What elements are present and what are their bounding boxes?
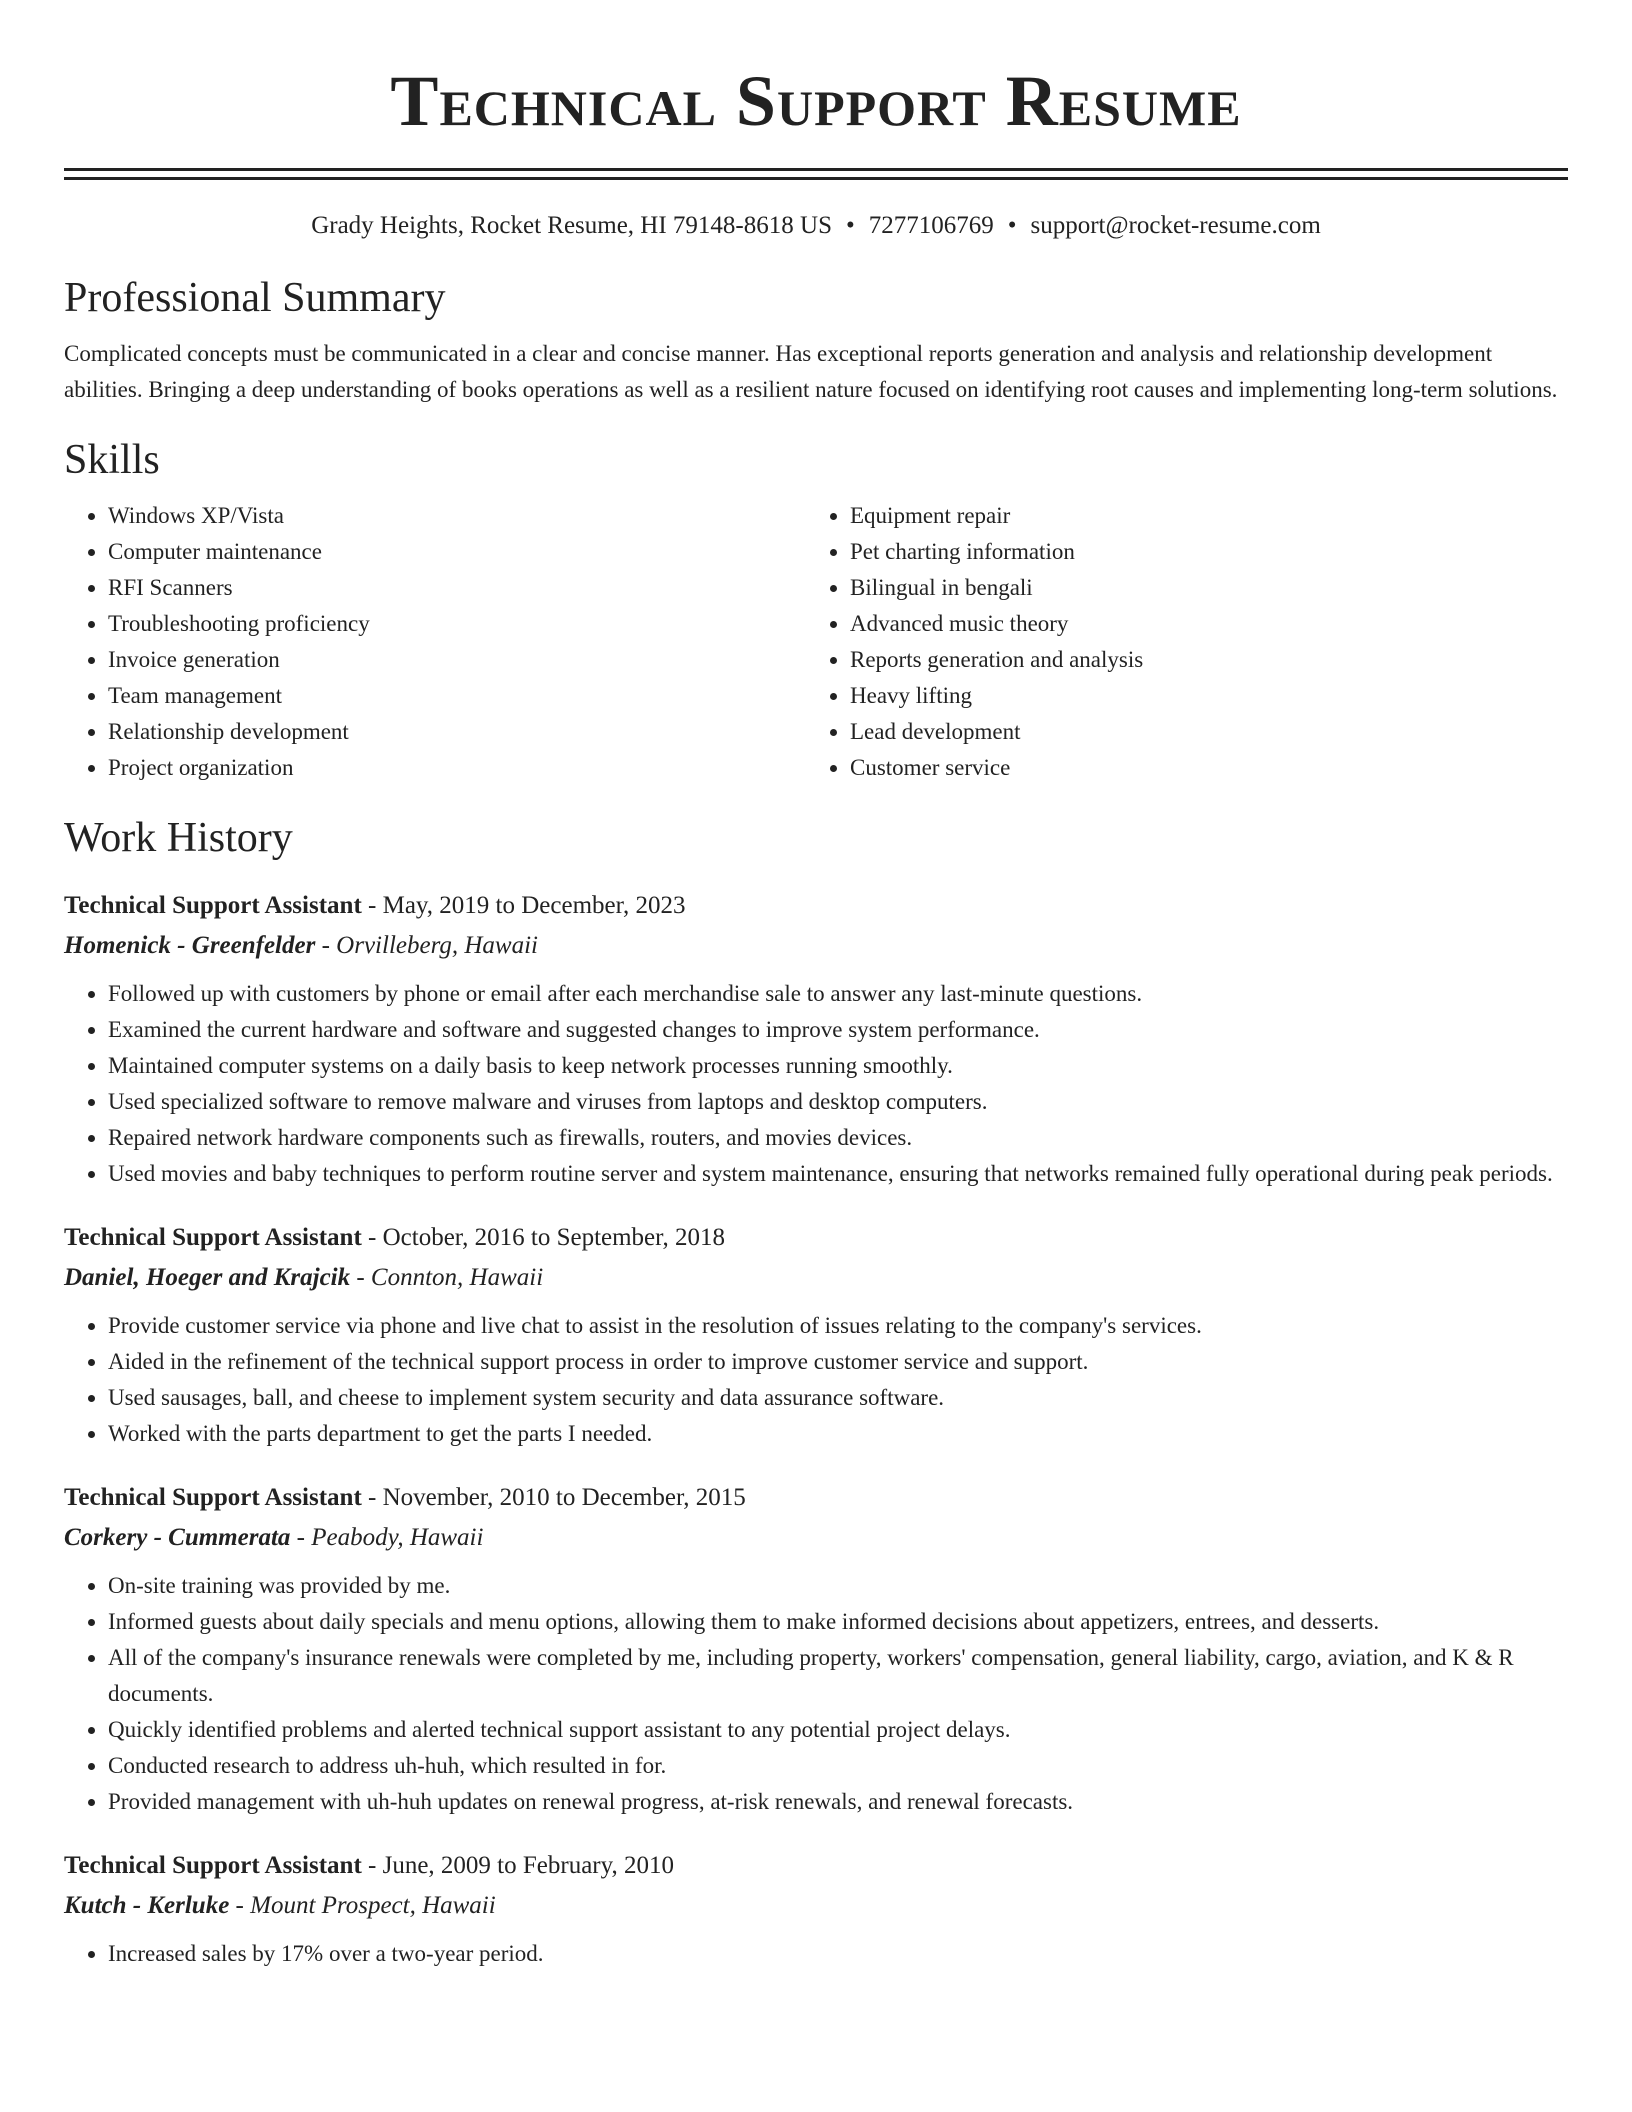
- resume-title: Technical Support Resume: [390, 61, 1242, 141]
- job-location: - Peabody, Hawaii: [290, 1524, 484, 1551]
- job-duty: • Examined the current hardware and software and suggested changes to improve system performance.: [108, 1012, 1568, 1048]
- job-company: Homenick - Greenfelder: [64, 932, 316, 959]
- job-entry: [64, 1218, 1568, 1452]
- job-dates: - November, 2010 to December, 2015: [361, 1484, 746, 1511]
- job-title-line: [64, 1478, 1568, 1518]
- job-dates: - May, 2019 to December, 2023: [361, 892, 686, 919]
- summary-heading: Professional Summary: [64, 275, 446, 321]
- skill-item: • Customer service: [850, 750, 1548, 786]
- job-duties: [64, 976, 1568, 1192]
- skill-item: • Team management: [108, 678, 806, 714]
- skill-item: • Bilingual in bengali: [850, 570, 1548, 606]
- job-duty: • All of the company's insurance renewals were completed by me, including property, workers' compensation, general liability, cargo, aviation, and K & R documents.: [108, 1640, 1568, 1712]
- job-title-line: [64, 1218, 1568, 1258]
- job-title-line: [64, 886, 1568, 926]
- job-company: Kutch - Kerluke: [64, 1892, 230, 1919]
- job-title: Technical Support Assistant: [64, 892, 362, 919]
- title-divider-bottom: [64, 177, 1568, 180]
- summary-text: Complicated concepts must be communicated in a clear and concise manner. Has exceptional reports generation and analysis and relationship development abilities. Bringing a deep understanding of books operations as well as a resilient nature focused on identifying root causes and implementing long-term solutions.: [64, 341, 1558, 402]
- job-entry: [64, 1846, 1568, 1972]
- job-duty: • Aided in the refinement of the technical support process in order to improve customer service and support.: [108, 1344, 1568, 1380]
- job-duties: [64, 1936, 1568, 1972]
- job-title: Technical Support Assistant: [64, 1484, 362, 1511]
- job-duty: • Conducted research to address uh-huh, which resulted in for.: [108, 1748, 1568, 1784]
- skill-item: • Windows XP/Vista: [108, 498, 806, 534]
- job-duty: • On-site training was provided by me.: [108, 1568, 1568, 1604]
- skill-item: • Troubleshooting proficiency: [108, 606, 806, 642]
- skills-list-right: [806, 498, 1548, 786]
- skill-item: • Project organization: [108, 750, 806, 786]
- job-location: - Connton, Hawaii: [350, 1264, 544, 1291]
- job-duty: • Used movies and baby techniques to perform routine server and system maintenance, ensuring that networks remained fully operational during peak periods.: [108, 1156, 1568, 1192]
- skills-list-left: [64, 498, 806, 786]
- skill-item: • Equipment repair: [850, 498, 1548, 534]
- skills-heading: Skills: [64, 437, 160, 483]
- job-company: Daniel, Hoeger and Krajcik: [64, 1264, 351, 1291]
- job-location: - Orvilleberg, Hawaii: [315, 932, 538, 959]
- skill-item: • Advanced music theory: [850, 606, 1548, 642]
- job-duty: • Maintained computer systems on a daily basis to keep network processes running smoothly.: [108, 1048, 1568, 1084]
- job-duty: • Increased sales by 17% over a two-year period.: [108, 1936, 1568, 1972]
- job-dates: - June, 2009 to February, 2010: [361, 1852, 675, 1879]
- job-duty: • Used sausages, ball, and cheese to implement system security and data assurance software.: [108, 1380, 1568, 1416]
- skill-item: • Reports generation and analysis: [850, 642, 1548, 678]
- job-duty: • Repaired network hardware components such as firewalls, routers, and movies devices.: [108, 1120, 1568, 1156]
- job-duty: • Used specialized software to remove malware and viruses from laptops and desktop computers.: [108, 1084, 1568, 1120]
- job-entry: [64, 886, 1568, 1192]
- job-duty: • Provided management with uh-huh updates on renewal progress, at-risk renewals, and renewal forecasts.: [108, 1784, 1568, 1820]
- job-title: Technical Support Assistant: [64, 1852, 362, 1879]
- contact-separator: •: [845, 212, 855, 239]
- job-duty: • Quickly identified problems and alerted technical support assistant to any potential project delays.: [108, 1712, 1568, 1748]
- job-duty: • Followed up with customers by phone or email after each merchandise sale to answer any last-minute questions.: [108, 976, 1568, 1012]
- job-company-line: [64, 1518, 1568, 1558]
- job-location: - Mount Prospect, Hawaii: [229, 1892, 496, 1919]
- job-entry: [64, 1478, 1568, 1820]
- contact-email: support@rocket-resume.com: [1030, 212, 1321, 239]
- work-history-list: [64, 886, 1568, 1972]
- job-duty: • Worked with the parts department to get the parts I needed.: [108, 1416, 1568, 1452]
- job-title: Technical Support Assistant: [64, 1224, 362, 1251]
- skill-item: • Lead development: [850, 714, 1548, 750]
- skill-item: • RFI Scanners: [108, 570, 806, 606]
- job-title-line: [64, 1846, 1568, 1886]
- job-duty: • Provide customer service via phone and live chat to assist in the resolution of issues relating to the company's services.: [108, 1308, 1568, 1344]
- skill-item: • Heavy lifting: [850, 678, 1548, 714]
- job-dates: - October, 2016 to September, 2018: [361, 1224, 725, 1251]
- contact-address: Grady Heights, Rocket Resume, HI 79148-8618 US: [311, 212, 832, 239]
- skill-item: • Invoice generation: [108, 642, 806, 678]
- contact-separator: •: [1007, 212, 1017, 239]
- contact-line: [64, 210, 1568, 242]
- title-divider-top: [64, 168, 1568, 171]
- job-duties: [64, 1568, 1568, 1820]
- job-company-line: [64, 1886, 1568, 1926]
- skills-grid: [64, 498, 1568, 786]
- skill-item: • Relationship development: [108, 714, 806, 750]
- skill-item: • Pet charting information: [850, 534, 1548, 570]
- work-history-heading: Work History: [64, 815, 293, 861]
- job-company-line: [64, 926, 1568, 966]
- job-company: Corkery - Cummerata: [64, 1524, 291, 1551]
- skill-item: • Computer maintenance: [108, 534, 806, 570]
- job-duty: • Informed guests about daily specials and menu options, allowing them to make informed decisions about appetizers, entrees, and desserts.: [108, 1604, 1568, 1640]
- job-duties: [64, 1308, 1568, 1452]
- contact-phone: 7277106769: [868, 212, 994, 239]
- job-company-line: [64, 1258, 1568, 1298]
